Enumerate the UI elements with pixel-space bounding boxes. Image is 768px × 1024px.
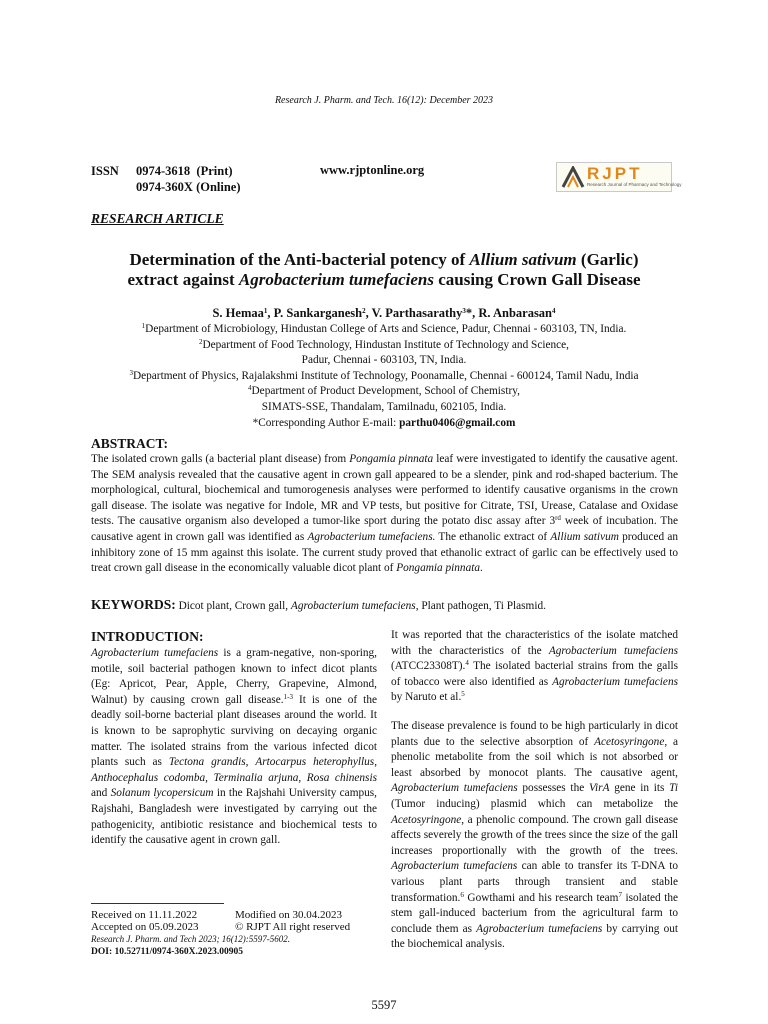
author: S. Hemaa [212, 306, 264, 320]
author: P. Sankarganesh [273, 306, 363, 320]
footnote-divider [91, 903, 224, 904]
affiliation-1: $^1$Department of Microbiology, Hindustan College of Arts and Science, Padur, Chennai - 603103, TN, India. [141, 322, 627, 335]
citation: Research J. Pharm. and Tech 2023; 16(12):5597-5602. [91, 934, 291, 945]
author: V. Parthasarathy [371, 306, 463, 320]
keywords-label: KEYWORDS: [91, 597, 176, 612]
journal-header: Research J. Pharm. and Tech. 16(12): December 2023 [274, 95, 494, 106]
doi[interactable]: DOI: 10.52711/0974-360X.2023.00905 [91, 946, 243, 957]
issn-print-label: (Print) [196, 164, 233, 178]
journal-website[interactable]: www.rjptonline.org [320, 163, 425, 177]
corresponding-author: *Corresponding Author E-mail: parthu0406@gmail.com [252, 416, 516, 429]
logo-triangle-icon [561, 166, 585, 188]
abstract-text: The isolated crown galls (a bacterial plant disease) from Pongamia pinnata leaf were investigated to identify the causative agent. The SEM analysis revealed that the causative agent in crown gall appeared to be a slender, pink and rod-shaped bacterium. The morphological, cultural, biochemical and tumorogenesis analyses were performed to identify causative organisms in the crown gall disease. The isolate was negative for Indole, MR and VP tests, but positive for Citrate, TSI, Urease, Catalase and Oxidase tests. The causative organism also developed a tumor-like sport during the potato disc assay after 3rd week of incubation. The causative agent in crown gall was identified as Agrobacterium tumefaciens. The ethanolic extract of Allium sativum produced an inhibitory zone of 15 mm against this isolate. The current study proved that ethanolic extract of garlic can be effectively used to treat crown gall disease in the economically valuable dicot plant of Pongamia pinnata. [91, 453, 679, 575]
copyright: © RJPT All right reserved [235, 921, 351, 934]
author-list: S. Hemaa$^1$, P. Sankarganesh$^2$, V. Parthasarathy$^3$*, R. Anbarasan$^4$ [212, 306, 556, 320]
modified-date: Modified on 30.04.2023 [235, 909, 342, 921]
affiliations: $^1$Department of Microbiology, Hindustan College of Arts and Science, Padur, Chennai - 603103, TN, India. $^2$Department of Food Technology, Hindustan Institute of Technology and Science, Padur, Chennai - 603103, TN, India. $^3$Department of Physics, Rajalakshmi Institute of Technology, Poonamalle, Chennai - 600124, Tamil Nadu, India $^4$Department of Product Development, School of Chemistry, SIMATS-SSE, Thandalam, Tamilnadu, 602105, India. *Corresponding Author E-mail: parthu0406@gmail.com [60, 322, 708, 431]
affiliation-3: $^3$Department of Physics, Rajalakshmi Institute of Technology, Poonamalle, Chennai - 600124, Tamil Nadu, India [129, 368, 639, 382]
keywords: KEYWORDS: Dicot plant, Crown gall, Agrobacterium tumefaciens, Plant pathogen, Ti Plasmid. [91, 597, 546, 612]
article-type: RESEARCH ARTICLE [91, 211, 224, 226]
corresponding-email[interactable]: parthu0406@gmail.com [399, 416, 516, 429]
affiliation-2: $^2$Department of Food Technology, Hindustan Institute of Technology and Science, [198, 337, 570, 351]
page-number: 5597 [371, 998, 397, 1012]
introduction-heading: INTRODUCTION: [91, 629, 204, 644]
paper-title: Determination of the Anti-bacterial potency of Allium sativum (Garlic) extract against Agrobacterium tumefaciens causing Crown Gall Disease [127, 250, 641, 289]
introduction-col2-para2: The disease prevalence is found to be high particularly in dicot plants due to the selective absorption of Acetosyringone, a phenolic metabolite from the soil which is not absorbed or least absorbed by monocot plants. The causative agent, Agrobacterium tumefaciens possesses the VirA gene in its Ti (Tumor inducing) plasmid which can metabolize the Acetosyringone, a phenolic compound. The crown gall disease affects severely the growth of the trees since the size of the gall increases proportionally with the growth of the trees. Agrobacterium tumefaciens can able to transfer its T-DNA to various plant parts through transient and stable transformation.$^6$ Gowthami and his research team$^7$ isolated the stem gall-induced bacterium from the agricultural farm to conclude them as Agrobacterium tumefaciens by carrying out the biochemical analysis. [391, 720, 679, 951]
introduction-col2-para1: It was reported that the characteristics of the isolate matched with the characteristics of the Agrobacterium tumefaciens (ATCC23308T).$^4$ The isolated bacterial strains from the galls of tobacco were also identified as Agrobacterium tumefaciens by Naruto et al.$^5$ [391, 629, 678, 704]
issn-print-number: 0974-3618 [136, 164, 191, 178]
author: R. Anbarasan [478, 306, 553, 320]
affiliation-4: $^4$Department of Product Development, School of Chemistry, [248, 384, 520, 398]
abstract-heading: ABSTRACT: [91, 436, 169, 451]
accepted-date: Accepted on 05.09.2023 [91, 921, 199, 934]
logo-subtitle: Research Journal of Pharmacy and Technology [587, 182, 682, 187]
issn-label: ISSN [91, 164, 119, 178]
logo-text: RJPT [587, 164, 643, 183]
article-dates [91, 909, 381, 958]
received-date: Received on 11.11.2022 [91, 909, 198, 921]
rjpt-logo [556, 162, 682, 192]
issn-block [91, 163, 241, 195]
issn-online: 0974-360X (Online) [136, 180, 241, 194]
introduction-col1: Agrobacterium tumefaciens is a gram-negative, non-sporing, motile, soil bacterial pathogen known to infect dicot plants (Eg: Apricot, Pear, Apple, Cherry, Grapevine, Almond, Walnut) by causing crown gall disease.$^{1-3}$ It is one of the deadly soil-borne bacterial plant diseases around the world. It is known to be saprophytic surviving on decaying organic matter. The isolated strains from the various infected dicot plants such as Tectona grandis, Artocarpus heterophyllus, Anthocephalus codomba, Terminalia arjuna, Rosa chinensis and Solanum lycopersicum in the Rajshahi University campus, Rajshahi, Bangladesh were investigated by carrying out the pathogenicity, antibiotic resistance and biochemical tests to identify the causative agent in crown gall. [91, 647, 378, 847]
